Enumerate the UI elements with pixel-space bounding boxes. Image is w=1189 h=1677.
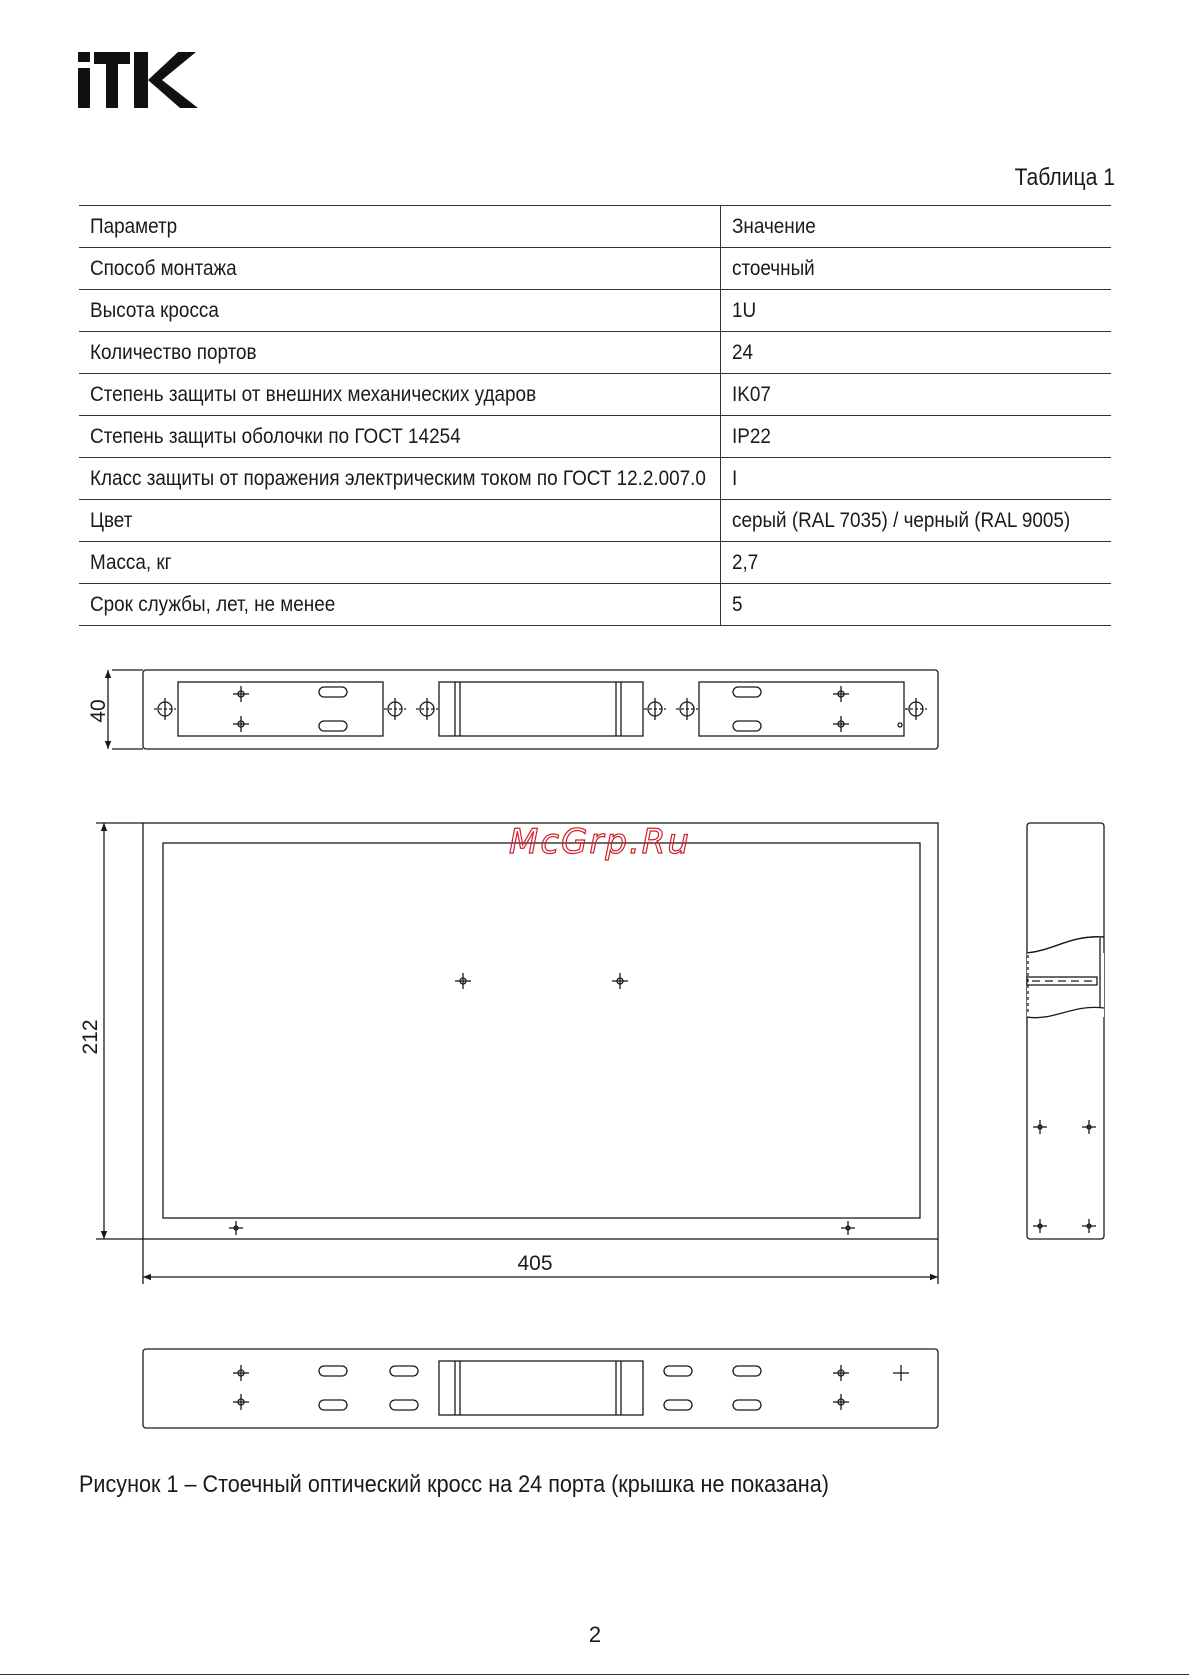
param-text: Степень защиты оболочки по ГОСТ 14254 bbox=[90, 424, 461, 448]
value-text: стоечный bbox=[731, 256, 815, 280]
mount-hole-icon bbox=[154, 698, 927, 720]
watermark: McGrp.Ru bbox=[509, 822, 691, 862]
value-text: IP22 bbox=[731, 424, 771, 448]
value-text: IK07 bbox=[731, 382, 771, 406]
screw-mark-icon bbox=[233, 686, 849, 732]
param-text: Масса, кг bbox=[90, 550, 172, 574]
screw-mark-icon bbox=[229, 973, 855, 1235]
value-text: 2,7 bbox=[731, 550, 758, 574]
top-view bbox=[96, 823, 938, 1284]
value-text: 5 bbox=[731, 592, 743, 616]
table-caption: Таблица 1 bbox=[1014, 164, 1115, 191]
param-text: Класс защиты от поражения электрическим током по ГОСТ 12.2.007.0 bbox=[90, 466, 706, 490]
page-number: 2 bbox=[588, 1622, 602, 1647]
front-view bbox=[108, 670, 938, 749]
param-text: Степень защиты от внешних механических ударов bbox=[90, 382, 537, 406]
dimension-40: 40 bbox=[87, 699, 110, 723]
param-text: Высота кросса bbox=[90, 298, 219, 322]
footer-line bbox=[0, 1674, 1189, 1675]
figure-caption: Рисунок 1 – Стоечный оптический кросс на 24 порта (крышка не показана) bbox=[79, 1471, 829, 1498]
param-text: Цвет bbox=[90, 508, 133, 532]
screw-mark-icon bbox=[1033, 1120, 1096, 1233]
rear-view bbox=[143, 1349, 938, 1428]
value-text: серый (RAL 7035) / черный (RAL 9005) bbox=[731, 508, 1070, 532]
side-view bbox=[1027, 823, 1104, 1239]
value-text: 1U bbox=[731, 298, 756, 322]
param-text: Срок службы, лет, не менее bbox=[90, 592, 336, 616]
param-text: Количество портов bbox=[90, 340, 257, 364]
dimension-405: 405 bbox=[517, 1252, 553, 1275]
screw-mark-icon bbox=[233, 1365, 909, 1410]
header-param: Параметр bbox=[90, 214, 178, 238]
value-text: I bbox=[731, 466, 737, 490]
value-text: 24 bbox=[731, 340, 753, 364]
param-text: Способ монтажа bbox=[90, 256, 237, 280]
dimension-212: 212 bbox=[79, 1019, 102, 1055]
header-value: Значение bbox=[731, 214, 816, 238]
